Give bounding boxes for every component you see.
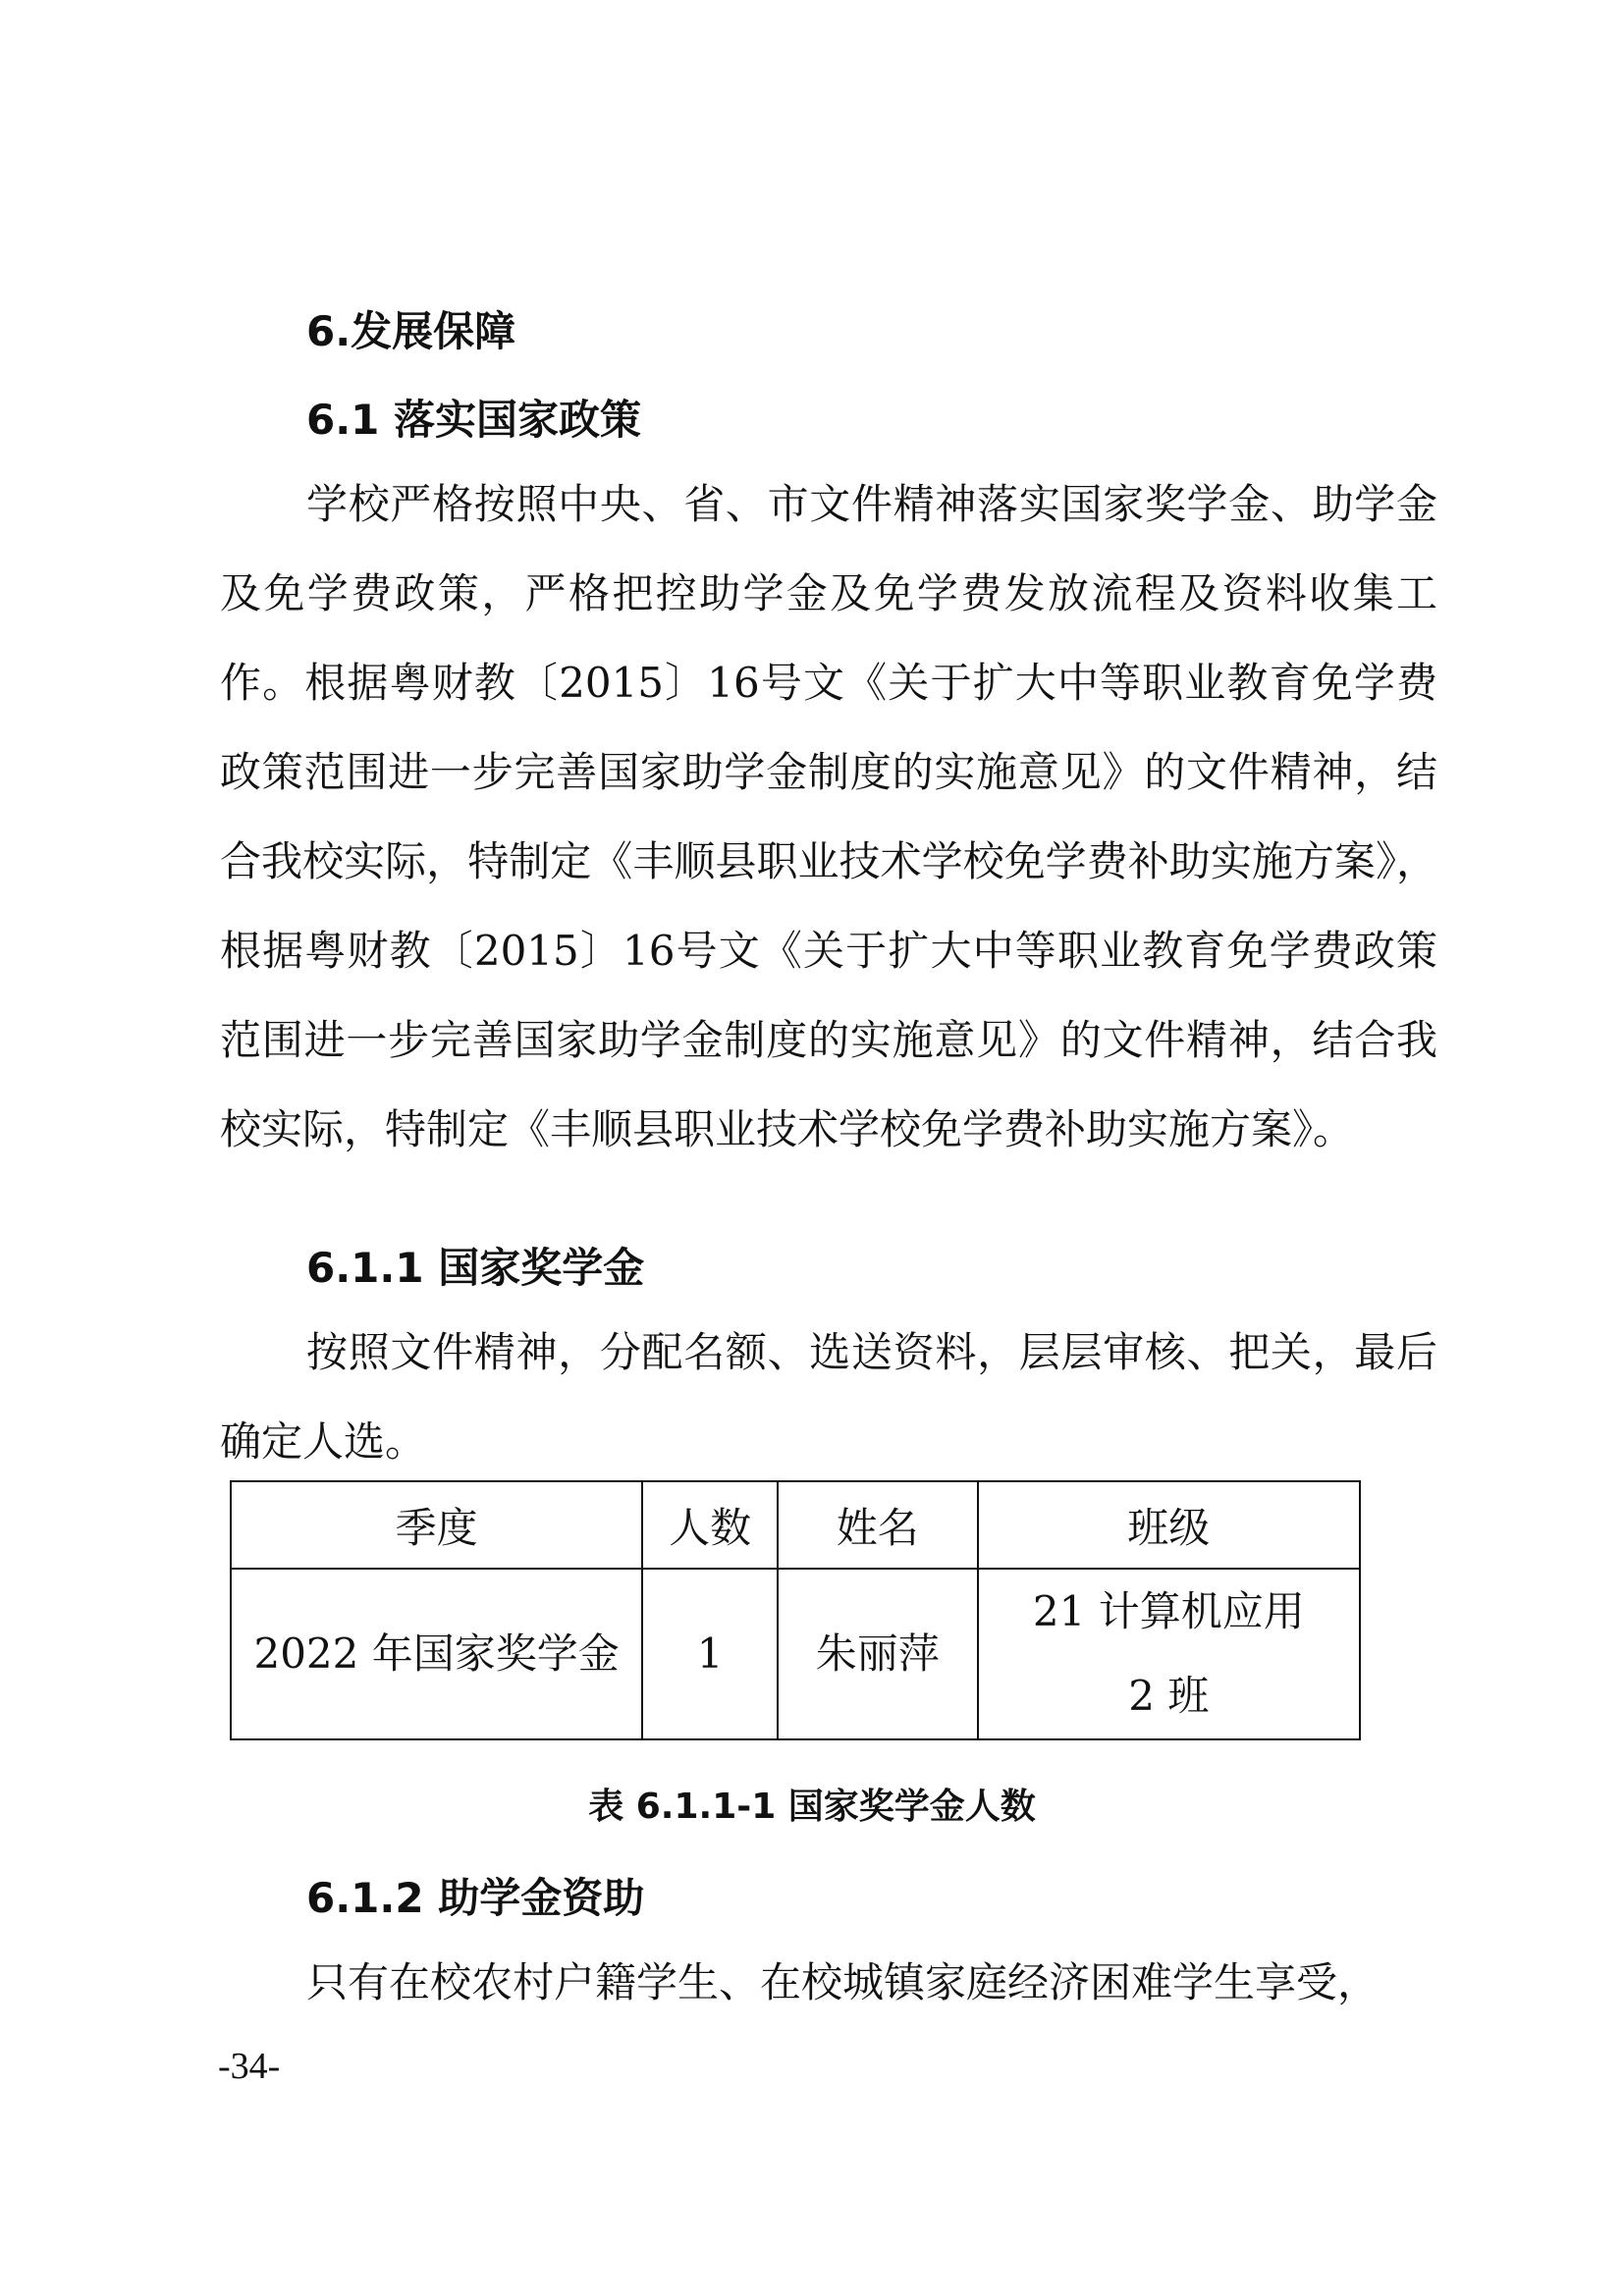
heading-6-1-2: 6.1.2 助学金资助 (306, 1874, 645, 1922)
table-header-row (231, 1481, 1360, 1569)
table-caption: 表 6.1.1-1 国家奖学金人数 (588, 1787, 1036, 1827)
heading-6-1: 6.1 落实国家政策 (306, 396, 642, 444)
cell-class (978, 1569, 1360, 1739)
policy-paragraph: 学校严格按照中央、省、市文件精神落实国家奖学金、助学金及免学费政策，严格把控助学金及免学费发放流程及资料收集工作。根据粤财教〔2015〕16号文《关于扩大中等职业教育免学费政策范围进一步完善国家助学金制度的实施意见》的文件精神，结合我校实际，特制定《丰顺县职业技术学校免学费补助实施方案》，根据粤财教〔2015〕16号文《关于扩大中等职业教育免学费政策范围进一步完善国家助学金制度的实施意见》的文件精神，结合我校实际，特制定《丰顺县职业技术学校免学费补助实施方案》。 (220, 480, 1437, 1153)
heading-6: 6.发展保障 (306, 307, 516, 355)
page-number: -34- (218, 2046, 281, 2087)
header-name: 姓名 (778, 1481, 978, 1569)
scholarship-table (230, 1480, 1361, 1740)
heading-6-1-1: 6.1.1 国家奖学金 (306, 1244, 645, 1292)
header-class: 班级 (978, 1481, 1360, 1569)
grant-paragraph: 只有在校农村户籍学生、在校城镇家庭经济困难学生享受， (306, 1958, 1380, 2006)
header-count: 人数 (642, 1481, 778, 1569)
cell-season: 2022 年国家奖学金 (231, 1569, 642, 1739)
table-row (231, 1569, 1360, 1739)
cell-name: 朱丽萍 (778, 1569, 978, 1739)
cell-count: 1 (642, 1569, 778, 1739)
scholarship-paragraph: 按照文件精神，分配名额、选送资料，层层审核、把关，最后确定人选。 (220, 1328, 1437, 1466)
header-season: 季度 (231, 1481, 642, 1569)
cell-class-text: 21 计算机应用 2 班 (1032, 1587, 1305, 1720)
